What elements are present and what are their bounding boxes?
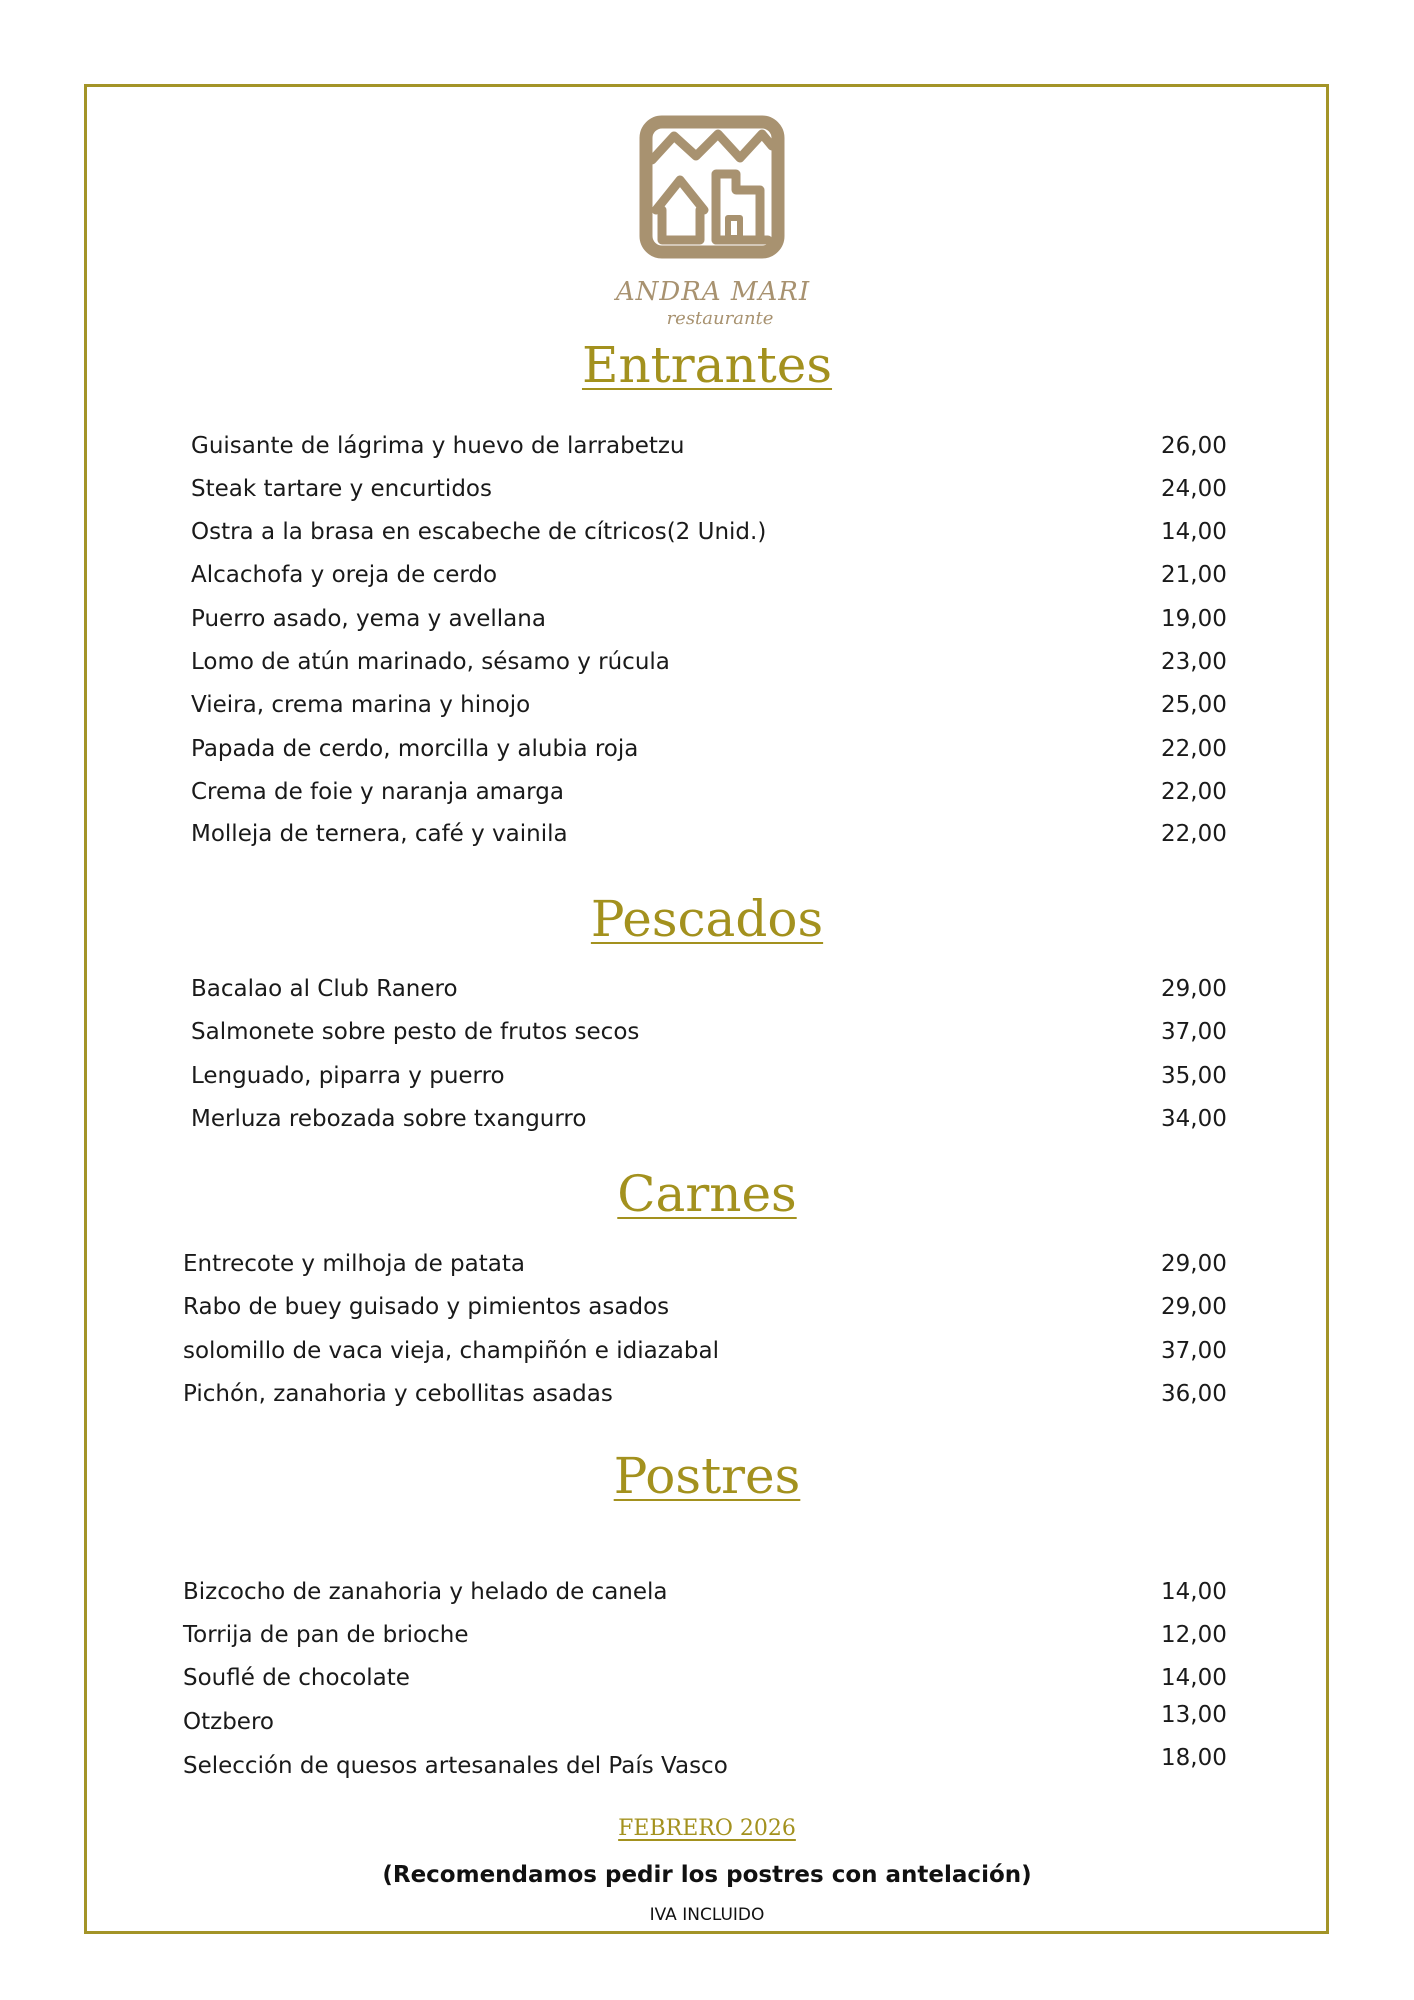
item-name: Rabo de buey guisado y pimientos asados — [183, 1294, 670, 1320]
item-price: 14,00 — [1161, 519, 1227, 545]
menu-item — [191, 823, 568, 846]
item-price: 37,00 — [1161, 1019, 1227, 1045]
item-name: Crema de foie y naranja amarga — [191, 779, 564, 805]
menu-item-price — [1161, 564, 1227, 587]
menu-item-price — [1161, 651, 1227, 674]
menu-item — [191, 608, 546, 631]
menu-item-price — [1161, 1021, 1227, 1044]
menu-item — [183, 1340, 719, 1363]
menu-item — [183, 1253, 525, 1276]
menu-item — [191, 564, 497, 587]
item-name: Bacalao al Club Ranero — [191, 976, 458, 1002]
menu-item — [183, 1755, 728, 1778]
item-price: 29,00 — [1161, 1294, 1227, 1320]
item-name: Otzbero — [183, 1709, 274, 1735]
menu-item — [191, 1021, 639, 1044]
item-price: 25,00 — [1161, 692, 1227, 718]
menu-item-price — [1161, 978, 1227, 1001]
item-price: 22,00 — [1161, 821, 1227, 847]
item-name: solomillo de vaca vieja, champiñón e idiazabal — [183, 1338, 719, 1364]
item-price: 24,00 — [1161, 476, 1227, 502]
menu-item-price — [1161, 781, 1227, 804]
menu-item-price — [1161, 435, 1227, 458]
item-price: 26,00 — [1161, 433, 1227, 459]
menu-item-price — [1161, 1704, 1227, 1727]
menu-item-price — [1161, 521, 1227, 544]
menu-item — [191, 521, 766, 544]
item-name: Merluza rebozada sobre txangurro — [191, 1106, 587, 1132]
section-title-carnes: Carnes — [617, 1165, 797, 1223]
item-name: Torrija de pan de brioche — [183, 1622, 469, 1648]
item-name: Souflé de chocolate — [183, 1665, 410, 1691]
item-name: Entrecote y milhoja de patata — [183, 1251, 525, 1277]
item-name: Pichón, zanahoria y cebollitas asadas — [183, 1381, 613, 1407]
item-price: 23,00 — [1161, 649, 1227, 675]
item-price: 12,00 — [1161, 1622, 1227, 1648]
item-price: 13,00 — [1161, 1702, 1227, 1728]
item-price: 19,00 — [1161, 606, 1227, 632]
item-name: Bizcocho de zanahoria y helado de canela — [183, 1579, 668, 1605]
item-name: Selección de quesos artesanales del País Vasco — [183, 1753, 728, 1779]
restaurant-logo — [600, 112, 826, 332]
item-price: 22,00 — [1161, 779, 1227, 805]
logo-house-icon — [600, 112, 826, 332]
menu-item-price — [1161, 1383, 1227, 1406]
item-name: Ostra a la brasa en escabeche de cítricos(2 Unid.) — [191, 519, 767, 545]
menu-item — [183, 1581, 668, 1604]
item-name: Steak tartare y encurtidos — [191, 476, 492, 502]
menu-item-price — [1161, 1581, 1227, 1604]
item-price: 34,00 — [1161, 1106, 1227, 1132]
item-price: 29,00 — [1161, 1251, 1227, 1277]
menu-item-price — [1161, 1108, 1227, 1131]
menu-item — [191, 651, 670, 674]
item-price: 18,00 — [1161, 1745, 1227, 1771]
item-name: Guisante de lágrima y huevo de larrabetzu — [191, 433, 685, 459]
menu-item-price — [1161, 823, 1227, 846]
item-price: 37,00 — [1161, 1338, 1227, 1364]
menu-item — [191, 738, 638, 761]
menu-item-price — [1161, 694, 1227, 717]
menu-item — [191, 1065, 505, 1088]
menu-item — [183, 1711, 274, 1734]
item-name: Alcachofa y oreja de cerdo — [191, 562, 498, 588]
menu-item-price — [1161, 1747, 1227, 1770]
item-name: Molleja de ternera, café y vainila — [191, 821, 568, 847]
item-name: Puerro asado, yema y avellana — [191, 606, 546, 632]
menu-item-price — [1161, 608, 1227, 631]
menu-item-price — [1161, 1624, 1227, 1647]
logo-brand-subtitle: restaurante — [666, 308, 774, 329]
menu-item — [183, 1624, 469, 1647]
menu-item — [191, 781, 564, 804]
menu-date: FEBRERO 2026 — [618, 1816, 796, 1841]
item-price: 22,00 — [1161, 736, 1227, 762]
menu-item — [191, 694, 530, 717]
item-price: 36,00 — [1161, 1381, 1227, 1407]
menu-item-price — [1161, 738, 1227, 761]
item-name: Papada de cerdo, morcilla y alubia roja — [191, 736, 639, 762]
section-title-entrantes: Entrantes — [581, 336, 833, 394]
item-price: 29,00 — [1161, 976, 1227, 1002]
item-price: 35,00 — [1161, 1063, 1227, 1089]
item-name: Lenguado, piparra y puerro — [191, 1063, 505, 1089]
menu-item-price — [1161, 1065, 1227, 1088]
item-price: 21,00 — [1161, 562, 1227, 588]
dessert-note: (Recomendamos pedir los postres con antelación) — [382, 1862, 1032, 1888]
item-name: Vieira, crema marina y hinojo — [191, 692, 531, 718]
menu-item — [183, 1667, 410, 1690]
tax-note: IVA INCLUIDO — [649, 1905, 765, 1925]
menu-item — [191, 478, 492, 501]
section-title-pescados: Pescados — [590, 890, 824, 948]
logo-brand-name: ANDRA MARI — [615, 277, 811, 307]
menu-item-price — [1161, 1340, 1227, 1363]
menu-item — [183, 1383, 613, 1406]
menu-item-price — [1161, 478, 1227, 501]
menu-item — [191, 978, 458, 1001]
item-name: Salmonete sobre pesto de frutos secos — [191, 1019, 640, 1045]
menu-item — [191, 1108, 586, 1131]
item-price: 14,00 — [1161, 1579, 1227, 1605]
menu-item-price — [1161, 1296, 1227, 1319]
item-name: Lomo de atún marinado, sésamo y rúcula — [191, 649, 670, 675]
section-title-postres: Postres — [613, 1447, 801, 1505]
menu-item-price — [1161, 1253, 1227, 1276]
menu-item — [183, 1296, 669, 1319]
item-price: 14,00 — [1161, 1665, 1227, 1691]
menu-item-price — [1161, 1667, 1227, 1690]
